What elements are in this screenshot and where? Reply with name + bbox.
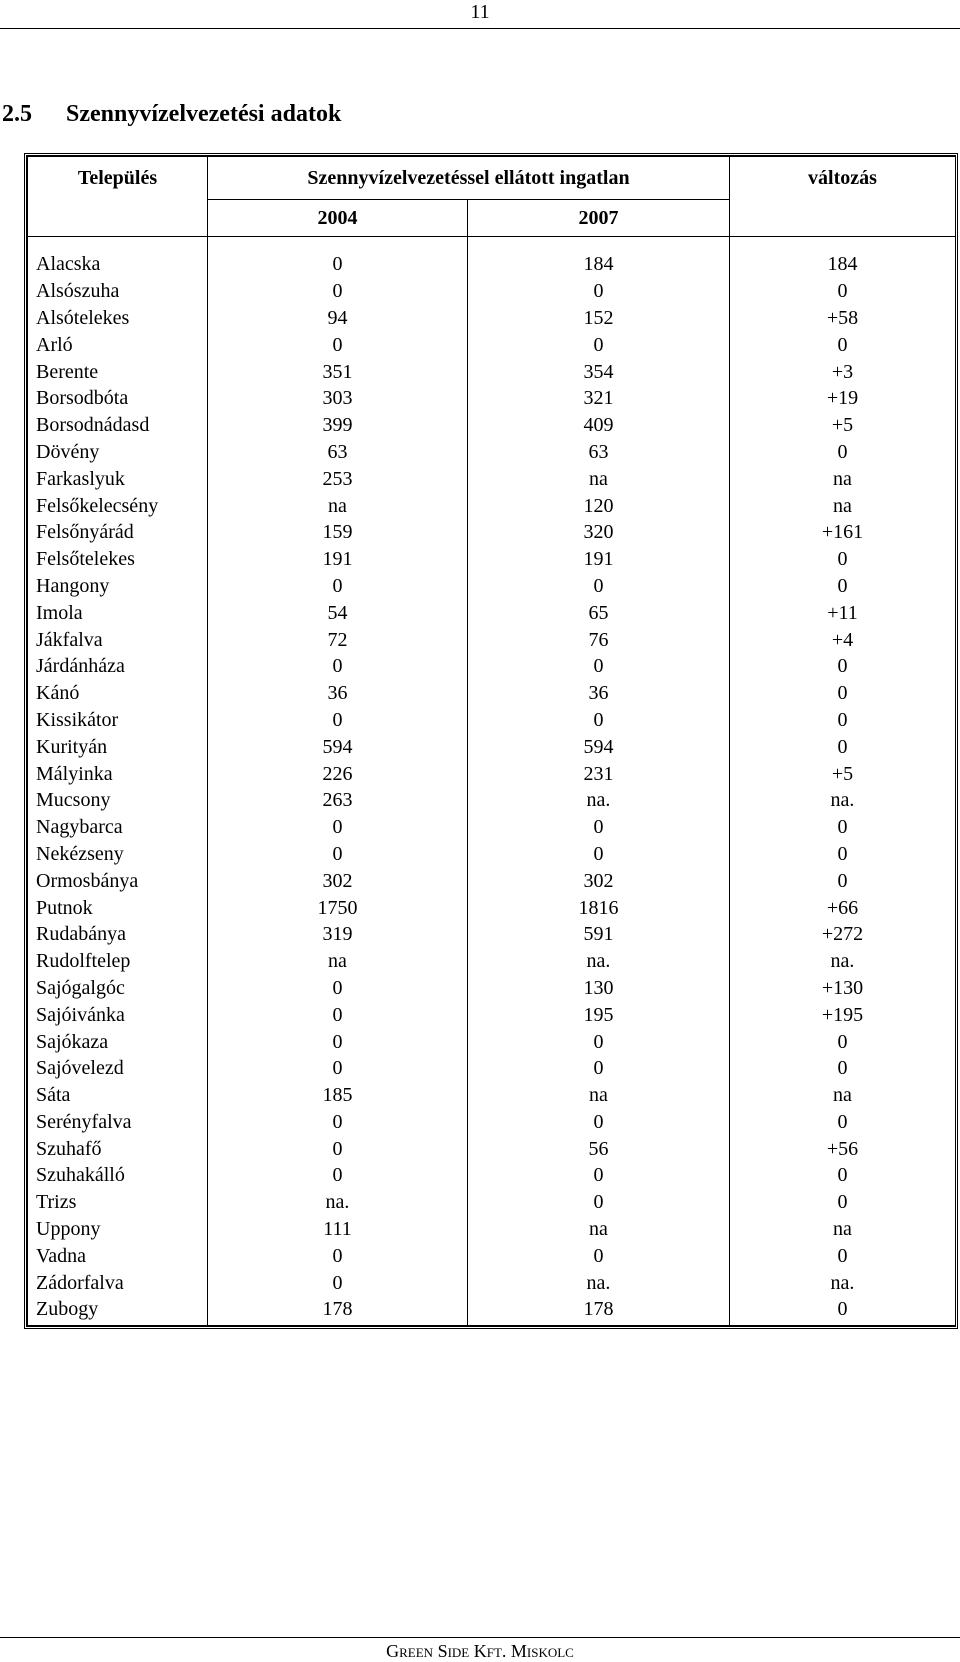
table-row [28, 948, 956, 975]
value-2004-cell: 0 [208, 975, 468, 1002]
change-cell: na. [730, 1269, 956, 1296]
value-2007-cell: 1816 [468, 894, 730, 921]
table-row [28, 894, 956, 921]
value-2007-cell: 0 [468, 1242, 730, 1269]
settlement-name-cell: Nagybarca [28, 814, 208, 841]
value-2007-cell: 195 [468, 1001, 730, 1028]
header-change: változás [730, 157, 956, 237]
change-cell: +11 [730, 599, 956, 626]
settlement-name-cell: Uppony [28, 1216, 208, 1243]
table-row [28, 1269, 956, 1296]
header-connected-properties: Szennyvízelvezetéssel ellátott ingatlan [208, 157, 730, 200]
change-cell: 0 [730, 546, 956, 573]
value-2007-cell: 184 [468, 251, 730, 278]
table-row [28, 412, 956, 439]
value-2004-cell: 72 [208, 626, 468, 653]
table-row [28, 278, 956, 305]
value-2004-cell: 54 [208, 599, 468, 626]
settlement-name-cell: Kurityán [28, 733, 208, 760]
value-2004-cell: 0 [208, 1028, 468, 1055]
value-2004-cell: 0 [208, 1162, 468, 1189]
wastewater-table [27, 156, 956, 1326]
table-row [28, 492, 956, 519]
value-2007-cell: na [468, 1082, 730, 1109]
change-cell: 0 [730, 1162, 956, 1189]
table-row [28, 975, 956, 1002]
value-2007-cell: 0 [468, 278, 730, 305]
table-row [28, 1242, 956, 1269]
value-2004-cell: 263 [208, 787, 468, 814]
value-2004-cell: 399 [208, 412, 468, 439]
settlement-name-cell: Borsodnádasd [28, 412, 208, 439]
settlement-name-cell: Ormosbánya [28, 867, 208, 894]
settlement-name-cell: Kánó [28, 680, 208, 707]
value-2004-cell: 185 [208, 1082, 468, 1109]
value-2007-cell: 0 [468, 1109, 730, 1136]
value-2007-cell: 0 [468, 1189, 730, 1216]
change-cell: 0 [730, 573, 956, 600]
value-2007-cell: 0 [468, 573, 730, 600]
value-2007-cell: 0 [468, 1055, 730, 1082]
value-2004-cell: 111 [208, 1216, 468, 1243]
table-row [28, 1162, 956, 1189]
change-cell: 0 [730, 278, 956, 305]
change-cell: +5 [730, 760, 956, 787]
table-row [28, 331, 956, 358]
table-row [28, 626, 956, 653]
table-row [28, 787, 956, 814]
value-2004-cell: 191 [208, 546, 468, 573]
header-settlement: Település [28, 157, 208, 237]
settlement-name-cell: Rudabánya [28, 921, 208, 948]
value-2004-cell: 0 [208, 1242, 468, 1269]
change-cell: 0 [730, 439, 956, 466]
value-2007-cell: 36 [468, 680, 730, 707]
value-2004-cell: 302 [208, 867, 468, 894]
settlement-name-cell: Kissikátor [28, 707, 208, 734]
settlement-name-cell: Alacska [28, 251, 208, 278]
value-2004-cell: 0 [208, 251, 468, 278]
table-row [28, 1216, 956, 1243]
table-row [28, 251, 956, 278]
footer-company: Green Side Kft. Miskolc [386, 1641, 574, 1661]
header-spacer-row [28, 237, 956, 252]
value-2004-cell: 0 [208, 1135, 468, 1162]
change-cell: +4 [730, 626, 956, 653]
value-2007-cell: 594 [468, 733, 730, 760]
table-row [28, 385, 956, 412]
change-cell: +130 [730, 975, 956, 1002]
settlement-name-cell: Nekézseny [28, 841, 208, 868]
value-2004-cell: 63 [208, 439, 468, 466]
value-2004-cell: 0 [208, 1109, 468, 1136]
table-row [28, 1028, 956, 1055]
change-cell: 0 [730, 707, 956, 734]
value-2007-cell: 409 [468, 412, 730, 439]
value-2007-cell: 354 [468, 358, 730, 385]
settlement-name-cell: Berente [28, 358, 208, 385]
change-cell: 184 [730, 251, 956, 278]
settlement-name-cell: Felsőkelecsény [28, 492, 208, 519]
change-cell: +3 [730, 358, 956, 385]
value-2007-cell: na. [468, 1269, 730, 1296]
settlement-name-cell: Alsószuha [28, 278, 208, 305]
change-cell: na [730, 1216, 956, 1243]
value-2004-cell: 0 [208, 814, 468, 841]
settlement-name-cell: Felsőnyárád [28, 519, 208, 546]
value-2004-cell: 0 [208, 1001, 468, 1028]
table-row [28, 546, 956, 573]
value-2007-cell: na. [468, 948, 730, 975]
change-cell: 0 [730, 841, 956, 868]
value-2004-cell: 159 [208, 519, 468, 546]
value-2004-cell: na [208, 948, 468, 975]
table-row [28, 867, 956, 894]
settlement-name-cell: Serényfalva [28, 1109, 208, 1136]
value-2004-cell: 36 [208, 680, 468, 707]
value-2007-cell: 321 [468, 385, 730, 412]
change-cell: 0 [730, 1189, 956, 1216]
table-row [28, 1109, 956, 1136]
value-2004-cell: 94 [208, 305, 468, 332]
table-row [28, 1296, 956, 1325]
settlement-name-cell: Szuhafő [28, 1135, 208, 1162]
settlement-name-cell: Zubogy [28, 1296, 208, 1325]
value-2004-cell: 351 [208, 358, 468, 385]
value-2007-cell: 76 [468, 626, 730, 653]
value-2004-cell: 319 [208, 921, 468, 948]
settlement-name-cell: Arló [28, 331, 208, 358]
value-2004-cell: 594 [208, 733, 468, 760]
change-cell: na [730, 1082, 956, 1109]
table-row [28, 841, 956, 868]
settlement-name-cell: Jákfalva [28, 626, 208, 653]
table-row [28, 653, 956, 680]
change-cell: na [730, 465, 956, 492]
settlement-name-cell: Trizs [28, 1189, 208, 1216]
table-row [28, 439, 956, 466]
value-2004-cell: 0 [208, 573, 468, 600]
change-cell: na [730, 492, 956, 519]
section-title: Szennyvízelvezetési adatok [66, 101, 342, 127]
value-2007-cell: 0 [468, 331, 730, 358]
value-2007-cell: na [468, 1216, 730, 1243]
value-2004-cell: 0 [208, 1055, 468, 1082]
value-2007-cell: 178 [468, 1296, 730, 1325]
value-2004-cell: 0 [208, 1269, 468, 1296]
settlement-name-cell: Putnok [28, 894, 208, 921]
settlement-name-cell: Szuhakálló [28, 1162, 208, 1189]
settlement-name-cell: Rudolftelep [28, 948, 208, 975]
change-cell: 0 [730, 653, 956, 680]
change-cell: +272 [730, 921, 956, 948]
value-2007-cell: 302 [468, 867, 730, 894]
change-cell: 0 [730, 680, 956, 707]
table-row [28, 1082, 956, 1109]
settlement-name-cell: Mucsony [28, 787, 208, 814]
change-cell: 0 [730, 1109, 956, 1136]
settlement-name-cell: Sajóivánka [28, 1001, 208, 1028]
value-2004-cell: 0 [208, 653, 468, 680]
table-row [28, 1189, 956, 1216]
value-2004-cell: 226 [208, 760, 468, 787]
change-cell: 0 [730, 1242, 956, 1269]
value-2004-cell: na. [208, 1189, 468, 1216]
change-cell: +195 [730, 1001, 956, 1028]
change-cell: 0 [730, 733, 956, 760]
table-row [28, 733, 956, 760]
value-2004-cell: 0 [208, 841, 468, 868]
table-row [28, 814, 956, 841]
change-cell: +66 [730, 894, 956, 921]
settlement-name-cell: Hangony [28, 573, 208, 600]
section-heading [2, 99, 341, 129]
settlement-name-cell: Borsodbóta [28, 385, 208, 412]
settlement-name-cell: Dövény [28, 439, 208, 466]
change-cell: na. [730, 787, 956, 814]
value-2004-cell: 0 [208, 278, 468, 305]
settlement-name-cell: Felsőtelekes [28, 546, 208, 573]
settlement-name-cell: Vadna [28, 1242, 208, 1269]
value-2007-cell: 191 [468, 546, 730, 573]
change-cell: +161 [730, 519, 956, 546]
settlement-name-cell: Farkaslyuk [28, 465, 208, 492]
table-row [28, 707, 956, 734]
value-2004-cell: 253 [208, 465, 468, 492]
value-2007-cell: 0 [468, 841, 730, 868]
change-cell: +19 [730, 385, 956, 412]
value-2007-cell: 0 [468, 814, 730, 841]
value-2007-cell: 0 [468, 707, 730, 734]
value-2007-cell: 0 [468, 653, 730, 680]
change-cell: 0 [730, 867, 956, 894]
table-row [28, 760, 956, 787]
value-2007-cell: na. [468, 787, 730, 814]
value-2007-cell: 231 [468, 760, 730, 787]
wastewater-table-frame [24, 153, 958, 1329]
table-row [28, 680, 956, 707]
value-2007-cell: 152 [468, 305, 730, 332]
table-row [28, 358, 956, 385]
change-cell: na. [730, 948, 956, 975]
change-cell: 0 [730, 814, 956, 841]
value-2004-cell: 178 [208, 1296, 468, 1325]
value-2007-cell: 56 [468, 1135, 730, 1162]
value-2004-cell: 1750 [208, 894, 468, 921]
change-cell: 0 [730, 331, 956, 358]
table-row [28, 1001, 956, 1028]
value-2007-cell: na [468, 465, 730, 492]
value-2007-cell: 65 [468, 599, 730, 626]
header-rule [0, 28, 960, 29]
value-2007-cell: 130 [468, 975, 730, 1002]
section-number: 2.5 [2, 101, 32, 127]
table-row [28, 1055, 956, 1082]
settlement-name-cell: Zádorfalva [28, 1269, 208, 1296]
table-row [28, 599, 956, 626]
settlement-name-cell: Sáta [28, 1082, 208, 1109]
value-2004-cell: na [208, 492, 468, 519]
value-2007-cell: 63 [468, 439, 730, 466]
value-2004-cell: 0 [208, 331, 468, 358]
change-cell: 0 [730, 1055, 956, 1082]
value-2004-cell: 0 [208, 707, 468, 734]
settlement-name-cell: Imola [28, 599, 208, 626]
change-cell: 0 [730, 1296, 956, 1325]
change-cell: +5 [730, 412, 956, 439]
table-row [28, 1135, 956, 1162]
table-row [28, 921, 956, 948]
change-cell: +56 [730, 1135, 956, 1162]
change-cell: +58 [730, 305, 956, 332]
value-2007-cell: 591 [468, 921, 730, 948]
table-row [28, 305, 956, 332]
settlement-name-cell: Járdánháza [28, 653, 208, 680]
header-year-2004: 2004 [208, 200, 468, 237]
settlement-name-cell: Sajógalgóc [28, 975, 208, 1002]
value-2007-cell: 320 [468, 519, 730, 546]
value-2007-cell: 0 [468, 1162, 730, 1189]
value-2007-cell: 120 [468, 492, 730, 519]
table-body [28, 251, 956, 1325]
header-year-2007: 2007 [468, 200, 730, 237]
settlement-name-cell: Sajóvelezd [28, 1055, 208, 1082]
value-2004-cell: 303 [208, 385, 468, 412]
table-row [28, 519, 956, 546]
table-row [28, 465, 956, 492]
change-cell: 0 [730, 1028, 956, 1055]
settlement-name-cell: Alsótelekes [28, 305, 208, 332]
settlement-name-cell: Mályinka [28, 760, 208, 787]
value-2007-cell: 0 [468, 1028, 730, 1055]
footer-rule [0, 1637, 960, 1638]
settlement-name-cell: Sajókaza [28, 1028, 208, 1055]
table-row [28, 573, 956, 600]
page-number: 11 [470, 1, 490, 23]
